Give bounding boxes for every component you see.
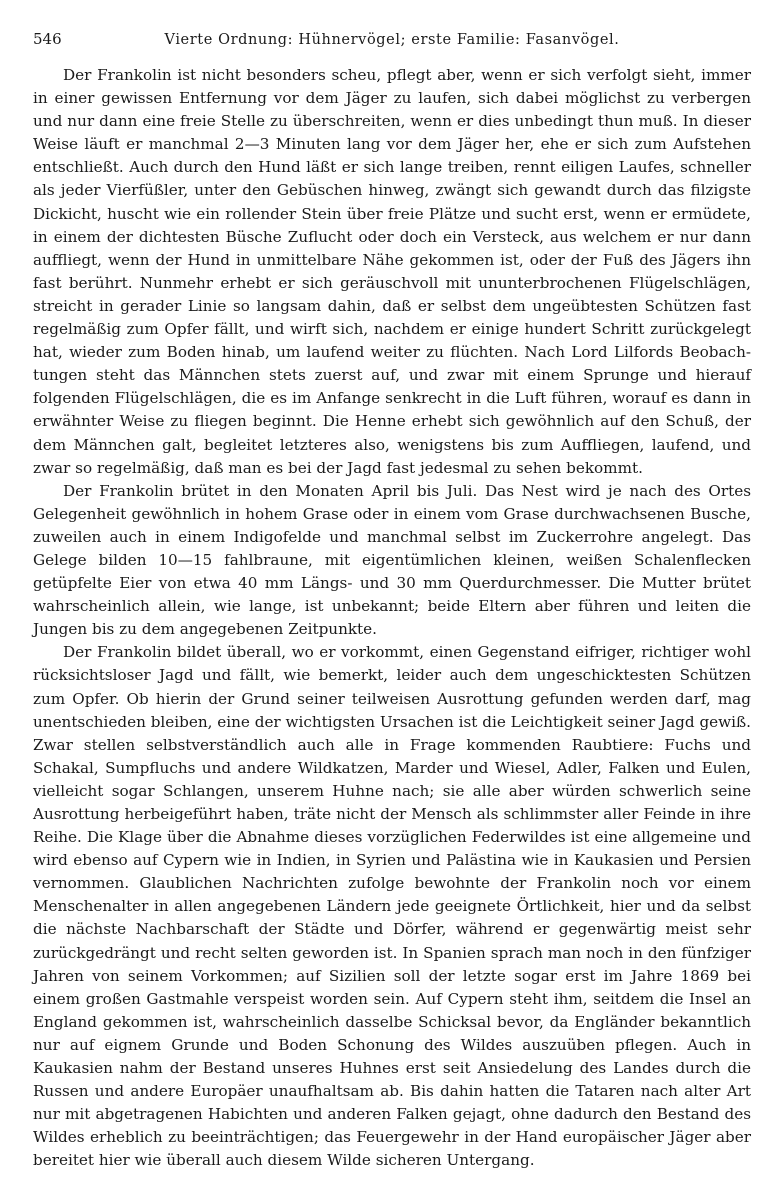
book-page <box>33 30 751 1173</box>
paragraph-breeding: Der Frankolin brütet in den Monaten April bis Juli. Das Nest wird je nach des Ortes Gelegenheit gewöhnlich in hohem Grase oder in einem vom Grase durchwachsenen Busche, zuweilen auch in einem Indigofelde und manchmal selbst im Zuckerrohre angelegt. Das Gelege bilden 10—15 fahlbraune, mit eigentümlichen kleinen, weißen Schalenflecken getüpfelte Eier von etwa 40 mm Längs- und 30 mm Querdurchmesser. Die Mutter brütet wahrscheinlich allein, wie lange, ist unbekannt; beide Eltern aber führen und leiten die Jungen bis zu dem angegebenen Zeitpunkte. <box>33 481 751 639</box>
paragraph-escape-behavior: Der Frankolin ist nicht besonders scheu, pflegt aber, wenn er sich verfolgt sieht, immer in einer gewissen Entfernung vor dem Jäger zu laufen, sich dabei möglichst zu verbergen und nur dann eine freie Stelle zu überschreiten, wenn er dies unbedingt thun muß. In dieser Weise läuft er manchmal 2—3 Minuten lang vor dem Jäger her, ehe er sich zum Aufstehen entschließt. Auch durch den Hund läßt er sich lange treiben, rennt eiligen Laufes, schneller als jeder Vierfüßler, unter den Gebüschen hinweg, zwängt sich gewandt durch das filzigste Dickicht, huscht wie ein rollender Stein über freie Plätze und sucht erst, wenn er ermüdete, in einem der dichtesten Büsche Zuflucht oder doch ein Versteck, aus welchem er nur dann auffliegt, wenn der Hund in unmittelbare Nähe gekommen ist, oder der Fuß des Jägers ihn fast berührt. Nunmehr erhebt er sich geräuschvoll mit ununterbrochenen Flügelschlägen, streicht in gerader Linie so langsam dahin, daß er selbst dem ungeübtesten Schützen fast regelmäßig zum Opfer fällt, und wirft sich, nachdem er einige hundert Schritt zurückgelegt hat, wieder zum Boden hinab, um laufend weiter zu flüchten. Nach Lord Lilfords Beobachtungen steht das Männchen stets zuerst auf, und zwar mit einem Sprunge und hierauf folgenden Flügelschlägen, die es im Anfange senkrecht in die Luft führen, worauf es dann in erwähnter Weise zu fliegen beginnt. Die Henne erhebt sich gewöhnlich auf den Schuß, der dem Männchen galt, begleitet letzteres also, wenigstens bis zum Auffliegen, laufend, und zwar so regelmäßig, daß man es bei der Jagd fast jedesmal zu sehen bekommt. <box>33 66 751 477</box>
running-head <box>33 30 751 56</box>
paragraph-hunting-decline: Der Frankolin bildet überall, wo er vorkommt, einen Gegenstand eifriger, richtiger wohl rücksichtsloser Jagd und fällt, wie bemerkt, leider auch dem ungeschicktesten Schützen zum Opfer. Ob hierin der Grund seiner teilweisen Ausrottung gefunden werden darf, mag unentschieden bleiben, eine der wichtigsten Ursachen ist die Leichtigkeit seiner Jagd gewiß. Zwar stellen selbstverständlich auch alle in Frage kommenden Raubtiere: Fuchs und Schakal, Sumpfluchs und andere Wildkatzen, Marder und Wiesel, Adler, Falken und Eulen, vielleicht sogar Schlangen, unserem Huhne nach; sie alle aber würden schwerlich seine Ausrottung herbeigeführt haben, träte nicht der Mensch als schlimmster aller Feinde in ihre Reihe. Die Klage über die Abnahme dieses vorzüglichen Federwildes ist eine allgemeine und wird ebenso auf Cypern wie in Indien, in Syrien und Palästina wie in Kaukasien und Persien vernommen. Glaublichen Nachrichten zufolge bewohnte der Frankolin noch vor einem Menschenalter in allen angegebenen Ländern jede geeignete Örtlichkeit, hier und da selbst die nächste Nachbarschaft der Städte und Dörfer, während er gegenwärtig meist sehr zurückgedrängt und recht selten geworden ist. In Spanien sprach man noch in den fünfziger Jahren von seinem Vorkommen; auf Sizilien soll der letzte sogar erst im Jahre 1869 bei einem großen Gastmahle verspeist worden sein. Auf Cypern steht ihm, seitdem die Insel an England gekommen ist, wahrscheinlich dasselbe Schicksal bevor, da Engländer bekanntlich nur auf eignem Grunde und Boden Schonung des Wildes auszuüben pflegen. Auch in Kaukasien nahm der Bestand unseres Huhnes erst seit Ansiedelung des Landes durch die Russen und andere Europäer unaufhaltsam ab. Bis dahin hatten die Tataren nach alter Art nur mit abgetragenen Habichten und anderen Falken gejagt, ohne dadurch den Bestand des Wildes erheblich zu beeinträchtigen; das Feuergewehr in der Hand europäischer Jäger aber bereitet hier wie überall auch diesem Wilde sicheren Untergang. <box>33 643 751 1170</box>
running-title: Vierte Ordnung: Hühnervögel; erste Familie: Fasanvögel. <box>164 32 620 48</box>
body-text <box>33 64 751 1173</box>
page-number: 546 <box>33 30 62 48</box>
